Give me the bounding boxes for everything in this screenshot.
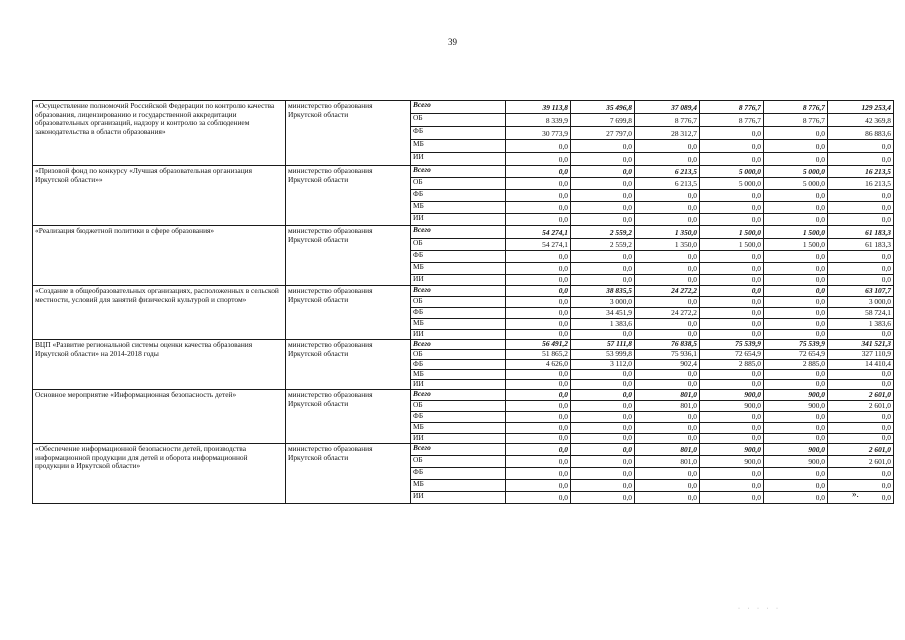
amount-cell: 0,0 bbox=[506, 140, 571, 153]
table-row-total bbox=[33, 226, 894, 239]
funding-source-cell: ИИ bbox=[411, 380, 506, 390]
funding-source-cell: ФБ bbox=[411, 412, 506, 423]
amount-cell: 0,0 bbox=[506, 308, 571, 319]
executor-cell: министерство образования Иркутской области bbox=[286, 286, 411, 340]
funding-source-cell: ОБ bbox=[411, 456, 506, 468]
funding-source-cell: ФБ bbox=[411, 360, 506, 370]
amount-cell: 0,0 bbox=[571, 178, 635, 190]
table-row-total bbox=[33, 101, 894, 114]
amount-cell: 2 559,2 bbox=[571, 239, 635, 251]
amount-cell: 0,0 bbox=[571, 140, 635, 153]
total-amount-cell: 2 601,0 bbox=[828, 456, 894, 468]
amount-cell: 0,0 bbox=[571, 434, 635, 444]
total-amount-cell: 341 521,3 bbox=[828, 340, 894, 350]
amount-cell: 900,0 bbox=[700, 390, 764, 401]
amount-cell: 0,0 bbox=[700, 251, 764, 263]
amount-cell: 900,0 bbox=[700, 456, 764, 468]
amount-cell: 0,0 bbox=[571, 202, 635, 214]
amount-cell: 1 350,0 bbox=[635, 239, 700, 251]
amount-cell: 0,0 bbox=[700, 286, 764, 297]
amount-cell: 0,0 bbox=[635, 202, 700, 214]
amount-cell: 76 838,5 bbox=[635, 340, 700, 350]
amount-cell: 0,0 bbox=[571, 214, 635, 226]
amount-cell: 0,0 bbox=[700, 468, 764, 480]
amount-cell: 0,0 bbox=[764, 412, 828, 423]
amount-cell: 0,0 bbox=[571, 330, 635, 340]
amount-cell: 900,0 bbox=[764, 390, 828, 401]
amount-cell: 0,0 bbox=[764, 190, 828, 202]
funding-source-cell: Всего bbox=[411, 340, 506, 350]
total-amount-cell: 3 000,0 bbox=[828, 297, 894, 308]
amount-cell: 0,0 bbox=[635, 412, 700, 423]
amount-cell: 0,0 bbox=[700, 275, 764, 286]
amount-cell: 3 000,0 bbox=[571, 297, 635, 308]
funding-source-cell: Всего bbox=[411, 101, 506, 114]
total-amount-cell: 0,0 bbox=[828, 214, 894, 226]
amount-cell: 37 089,4 bbox=[635, 101, 700, 114]
amount-cell: 0,0 bbox=[506, 390, 571, 401]
amount-cell: 0,0 bbox=[571, 423, 635, 434]
amount-cell: 0,0 bbox=[635, 468, 700, 480]
amount-cell: 0,0 bbox=[764, 214, 828, 226]
funding-source-cell: ФБ bbox=[411, 308, 506, 319]
amount-cell: 27 797,0 bbox=[571, 127, 635, 140]
amount-cell: 0,0 bbox=[700, 434, 764, 444]
total-amount-cell: 0,0 bbox=[828, 434, 894, 444]
total-amount-cell: 0,0 bbox=[828, 492, 894, 504]
total-amount-cell: 1 383,6 bbox=[828, 319, 894, 330]
amount-cell: 1 383,6 bbox=[571, 319, 635, 330]
activity-description: «Обеспечение информационной безопасности детей, производства информационной продукции для детей и оборота информационной продукции в Иркутской области» bbox=[33, 444, 286, 504]
executor-cell: министерство образования Иркутской области bbox=[286, 340, 411, 390]
funding-source-cell: ИИ bbox=[411, 275, 506, 286]
total-amount-cell: 0,0 bbox=[828, 190, 894, 202]
amount-cell: 5 000,0 bbox=[764, 178, 828, 190]
amount-cell: 0,0 bbox=[764, 468, 828, 480]
funding-source-cell: Всего bbox=[411, 226, 506, 239]
funding-source-cell: МБ bbox=[411, 263, 506, 275]
amount-cell: 0,0 bbox=[764, 370, 828, 380]
amount-cell: 1 500,0 bbox=[700, 226, 764, 239]
total-amount-cell: 61 183,3 bbox=[828, 239, 894, 251]
amount-cell: 0,0 bbox=[506, 492, 571, 504]
amount-cell: 0,0 bbox=[700, 370, 764, 380]
amount-cell: 0,0 bbox=[571, 251, 635, 263]
total-amount-cell: 0,0 bbox=[828, 140, 894, 153]
amount-cell: 0,0 bbox=[635, 434, 700, 444]
amount-cell: 0,0 bbox=[506, 370, 571, 380]
funding-source-cell: МБ bbox=[411, 140, 506, 153]
funding-source-cell: МБ bbox=[411, 202, 506, 214]
amount-cell: 0,0 bbox=[506, 251, 571, 263]
amount-cell: 0,0 bbox=[506, 480, 571, 492]
amount-cell: 0,0 bbox=[571, 370, 635, 380]
amount-cell: 0,0 bbox=[764, 434, 828, 444]
amount-cell: 28 312,7 bbox=[635, 127, 700, 140]
amount-cell: 0,0 bbox=[571, 380, 635, 390]
amount-cell: 0,0 bbox=[700, 380, 764, 390]
amount-cell: 0,0 bbox=[700, 480, 764, 492]
amount-cell: 0,0 bbox=[635, 275, 700, 286]
footer-dots: · · · · · bbox=[738, 606, 781, 612]
amount-cell: 0,0 bbox=[635, 140, 700, 153]
total-amount-cell: 0,0 bbox=[828, 330, 894, 340]
budget-table-body bbox=[33, 101, 894, 504]
amount-cell: 72 654,9 bbox=[764, 350, 828, 360]
amount-cell: 1 500,0 bbox=[700, 239, 764, 251]
amount-cell: 0,0 bbox=[635, 190, 700, 202]
amount-cell: 8 776,7 bbox=[700, 101, 764, 114]
funding-source-cell: МБ bbox=[411, 423, 506, 434]
amount-cell: 0,0 bbox=[506, 286, 571, 297]
funding-source-cell: МБ bbox=[411, 370, 506, 380]
amount-cell: 0,0 bbox=[764, 308, 828, 319]
activity-description: «Создание в общеобразовательных организациях, расположенных в сельской местности, условий для занятий физической культурой и спортом» bbox=[33, 286, 286, 340]
amount-cell: 72 654,9 bbox=[700, 350, 764, 360]
amount-cell: 0,0 bbox=[571, 492, 635, 504]
amount-cell: 801,0 bbox=[635, 401, 700, 412]
amount-cell: 0,0 bbox=[700, 330, 764, 340]
total-amount-cell: 0,0 bbox=[828, 480, 894, 492]
amount-cell: 0,0 bbox=[764, 251, 828, 263]
amount-cell: 0,0 bbox=[571, 456, 635, 468]
amount-cell: 0,0 bbox=[506, 202, 571, 214]
amount-cell: 0,0 bbox=[764, 480, 828, 492]
funding-source-cell: ИИ bbox=[411, 214, 506, 226]
funding-source-cell: ФБ bbox=[411, 251, 506, 263]
amount-cell: 51 865,2 bbox=[506, 350, 571, 360]
amount-cell: 0,0 bbox=[506, 166, 571, 178]
amount-cell: 35 496,8 bbox=[571, 101, 635, 114]
amount-cell: 8 339,9 bbox=[506, 114, 571, 127]
total-amount-cell: 58 724,1 bbox=[828, 308, 894, 319]
amount-cell: 0,0 bbox=[635, 153, 700, 166]
amount-cell: 0,0 bbox=[764, 380, 828, 390]
total-amount-cell: 16 213,5 bbox=[828, 166, 894, 178]
amount-cell: 8 776,7 bbox=[700, 114, 764, 127]
funding-source-cell: ФБ bbox=[411, 190, 506, 202]
funding-source-cell: ОБ bbox=[411, 239, 506, 251]
amount-cell: 0,0 bbox=[764, 492, 828, 504]
amount-cell: 0,0 bbox=[764, 140, 828, 153]
amount-cell: 0,0 bbox=[700, 214, 764, 226]
page-number: 39 bbox=[448, 37, 457, 47]
amount-cell: 8 776,7 bbox=[635, 114, 700, 127]
total-amount-cell: 0,0 bbox=[828, 251, 894, 263]
total-amount-cell: 0,0 bbox=[828, 412, 894, 423]
amount-cell: 900,0 bbox=[700, 401, 764, 412]
amount-cell: 0,0 bbox=[700, 153, 764, 166]
funding-source-cell: ОБ bbox=[411, 178, 506, 190]
amount-cell: 0,0 bbox=[635, 251, 700, 263]
executor-cell: министерство образования Иркутской области bbox=[286, 444, 411, 504]
funding-source-cell: ОБ bbox=[411, 350, 506, 360]
total-amount-cell: 0,0 bbox=[828, 263, 894, 275]
total-amount-cell: 16 213,5 bbox=[828, 178, 894, 190]
amount-cell: 1 500,0 bbox=[764, 239, 828, 251]
total-amount-cell: 0,0 bbox=[828, 380, 894, 390]
amount-cell: 8 776,7 bbox=[764, 114, 828, 127]
amount-cell: 0,0 bbox=[635, 423, 700, 434]
amount-cell: 30 773,9 bbox=[506, 127, 571, 140]
total-amount-cell: 63 107,7 bbox=[828, 286, 894, 297]
amount-cell: 0,0 bbox=[506, 263, 571, 275]
closing-quote-mark: ». bbox=[852, 489, 859, 499]
amount-cell: 900,0 bbox=[700, 444, 764, 456]
amount-cell: 54 274,1 bbox=[506, 226, 571, 239]
amount-cell: 0,0 bbox=[764, 297, 828, 308]
amount-cell: 0,0 bbox=[764, 202, 828, 214]
amount-cell: 0,0 bbox=[635, 263, 700, 275]
funding-source-cell: Всего bbox=[411, 166, 506, 178]
funding-source-cell: Всего bbox=[411, 390, 506, 401]
amount-cell: 0,0 bbox=[571, 412, 635, 423]
budget-table bbox=[32, 100, 894, 504]
amount-cell: 1 350,0 bbox=[635, 226, 700, 239]
amount-cell: 24 272,2 bbox=[635, 308, 700, 319]
amount-cell: 0,0 bbox=[571, 444, 635, 456]
amount-cell: 0,0 bbox=[635, 492, 700, 504]
funding-source-cell: ИИ bbox=[411, 153, 506, 166]
amount-cell: 0,0 bbox=[506, 275, 571, 286]
amount-cell: 902,4 bbox=[635, 360, 700, 370]
executor-cell: министерство образования Иркутской области bbox=[286, 390, 411, 444]
amount-cell: 0,0 bbox=[635, 214, 700, 226]
amount-cell: 801,0 bbox=[635, 456, 700, 468]
amount-cell: 0,0 bbox=[506, 319, 571, 330]
amount-cell: 0,0 bbox=[700, 492, 764, 504]
funding-source-cell: ОБ bbox=[411, 114, 506, 127]
amount-cell: 38 835,5 bbox=[571, 286, 635, 297]
amount-cell: 0,0 bbox=[506, 153, 571, 166]
amount-cell: 34 451,9 bbox=[571, 308, 635, 319]
funding-source-cell: Всего bbox=[411, 444, 506, 456]
amount-cell: 0,0 bbox=[506, 330, 571, 340]
amount-cell: 0,0 bbox=[764, 153, 828, 166]
amount-cell: 4 626,0 bbox=[506, 360, 571, 370]
amount-cell: 0,0 bbox=[635, 297, 700, 308]
amount-cell: 0,0 bbox=[506, 401, 571, 412]
amount-cell: 0,0 bbox=[506, 297, 571, 308]
amount-cell: 900,0 bbox=[764, 456, 828, 468]
table-row-total bbox=[33, 444, 894, 456]
amount-cell: 0,0 bbox=[506, 190, 571, 202]
amount-cell: 24 272,2 bbox=[635, 286, 700, 297]
table-row-total bbox=[33, 340, 894, 350]
total-amount-cell: 0,0 bbox=[828, 423, 894, 434]
amount-cell: 0,0 bbox=[700, 202, 764, 214]
total-amount-cell: 2 601,0 bbox=[828, 444, 894, 456]
total-amount-cell: 0,0 bbox=[828, 153, 894, 166]
amount-cell: 900,0 bbox=[764, 401, 828, 412]
amount-cell: 0,0 bbox=[635, 319, 700, 330]
table-row-total bbox=[33, 286, 894, 297]
funding-source-cell: ИИ bbox=[411, 434, 506, 444]
amount-cell: 0,0 bbox=[635, 380, 700, 390]
amount-cell: 5 000,0 bbox=[764, 166, 828, 178]
amount-cell: 0,0 bbox=[764, 423, 828, 434]
amount-cell: 0,0 bbox=[571, 468, 635, 480]
amount-cell: 0,0 bbox=[764, 330, 828, 340]
amount-cell: 56 491,2 bbox=[506, 340, 571, 350]
activity-description: Основное мероприятие «Информационная безопасность детей» bbox=[33, 390, 286, 444]
total-amount-cell: 0,0 bbox=[828, 202, 894, 214]
amount-cell: 3 112,0 bbox=[571, 360, 635, 370]
amount-cell: 0,0 bbox=[571, 401, 635, 412]
total-amount-cell: 0,0 bbox=[828, 468, 894, 480]
amount-cell: 0,0 bbox=[506, 434, 571, 444]
amount-cell: 39 113,8 bbox=[506, 101, 571, 114]
amount-cell: 0,0 bbox=[506, 178, 571, 190]
amount-cell: 801,0 bbox=[635, 444, 700, 456]
total-amount-cell: 0,0 bbox=[828, 370, 894, 380]
amount-cell: 0,0 bbox=[700, 140, 764, 153]
amount-cell: 6 213,5 bbox=[635, 178, 700, 190]
activity-description: «Осуществление полномочий Российской Федерации по контролю качества образования, лицензированию и государственной аккредитации образовательных организаций, надзору и контролю за соблюдением законодательства в области образования» bbox=[33, 101, 286, 166]
amount-cell: 0,0 bbox=[571, 166, 635, 178]
amount-cell: 0,0 bbox=[700, 319, 764, 330]
activity-description: «Призовой фонд по конкурсу «Лучшая образовательная организация Иркутской области»» bbox=[33, 166, 286, 226]
activity-description: ВЦП «Развитие региональной системы оценки качества образования Иркутской области» на 2014-2018 годы bbox=[33, 340, 286, 390]
amount-cell: 0,0 bbox=[571, 480, 635, 492]
amount-cell: 0,0 bbox=[506, 380, 571, 390]
amount-cell: 0,0 bbox=[635, 480, 700, 492]
amount-cell: 75 539,9 bbox=[764, 340, 828, 350]
amount-cell: 75 539,9 bbox=[700, 340, 764, 350]
amount-cell: 0,0 bbox=[506, 423, 571, 434]
executor-cell: министерство образования Иркутской области bbox=[286, 166, 411, 226]
activity-description: «Реализация бюджетной политики в сфере образования» bbox=[33, 226, 286, 286]
amount-cell: 7 699,8 bbox=[571, 114, 635, 127]
table-row-total bbox=[33, 166, 894, 178]
amount-cell: 0,0 bbox=[764, 286, 828, 297]
amount-cell: 0,0 bbox=[571, 390, 635, 401]
amount-cell: 0,0 bbox=[700, 412, 764, 423]
amount-cell: 0,0 bbox=[506, 214, 571, 226]
amount-cell: 0,0 bbox=[764, 319, 828, 330]
amount-cell: 0,0 bbox=[571, 190, 635, 202]
funding-source-cell: МБ bbox=[411, 319, 506, 330]
amount-cell: 0,0 bbox=[635, 330, 700, 340]
amount-cell: 0,0 bbox=[571, 263, 635, 275]
amount-cell: 0,0 bbox=[506, 456, 571, 468]
total-amount-cell: 61 183,3 bbox=[828, 226, 894, 239]
amount-cell: 0,0 bbox=[700, 308, 764, 319]
amount-cell: 2 885,0 bbox=[700, 360, 764, 370]
amount-cell: 5 000,0 bbox=[700, 178, 764, 190]
amount-cell: 0,0 bbox=[700, 190, 764, 202]
total-amount-cell: 129 253,4 bbox=[828, 101, 894, 114]
total-amount-cell: 14 410,4 bbox=[828, 360, 894, 370]
amount-cell: 54 274,1 bbox=[506, 239, 571, 251]
amount-cell: 0,0 bbox=[571, 275, 635, 286]
funding-source-cell: ИИ bbox=[411, 492, 506, 504]
amount-cell: 8 776,7 bbox=[764, 101, 828, 114]
amount-cell: 0,0 bbox=[700, 423, 764, 434]
amount-cell: 0,0 bbox=[506, 412, 571, 423]
executor-cell: министерство образования Иркутской области bbox=[286, 226, 411, 286]
funding-source-cell: ОБ bbox=[411, 297, 506, 308]
amount-cell: 0,0 bbox=[764, 275, 828, 286]
total-amount-cell: 327 110,9 bbox=[828, 350, 894, 360]
amount-cell: 0,0 bbox=[571, 153, 635, 166]
amount-cell: 1 500,0 bbox=[764, 226, 828, 239]
total-amount-cell: 2 601,0 bbox=[828, 390, 894, 401]
funding-source-cell: Всего bbox=[411, 286, 506, 297]
total-amount-cell: 86 883,6 bbox=[828, 127, 894, 140]
total-amount-cell: 42 369,8 bbox=[828, 114, 894, 127]
amount-cell: 0,0 bbox=[764, 263, 828, 275]
amount-cell: 2 885,0 bbox=[764, 360, 828, 370]
amount-cell: 6 213,5 bbox=[635, 166, 700, 178]
amount-cell: 5 000,0 bbox=[700, 166, 764, 178]
amount-cell: 0,0 bbox=[506, 468, 571, 480]
amount-cell: 0,0 bbox=[700, 297, 764, 308]
amount-cell: 0,0 bbox=[635, 370, 700, 380]
total-amount-cell: 0,0 bbox=[828, 275, 894, 286]
executor-cell: министерство образования Иркутской области bbox=[286, 101, 411, 166]
total-amount-cell: 2 601,0 bbox=[828, 401, 894, 412]
funding-source-cell: ФБ bbox=[411, 127, 506, 140]
amount-cell: 2 559,2 bbox=[571, 226, 635, 239]
amount-cell: 900,0 bbox=[764, 444, 828, 456]
amount-cell: 57 111,8 bbox=[571, 340, 635, 350]
amount-cell: 801,0 bbox=[635, 390, 700, 401]
funding-source-cell: ИИ bbox=[411, 330, 506, 340]
amount-cell: 0,0 bbox=[764, 127, 828, 140]
funding-source-cell: МБ bbox=[411, 480, 506, 492]
amount-cell: 0,0 bbox=[700, 263, 764, 275]
amount-cell: 0,0 bbox=[700, 127, 764, 140]
funding-source-cell: ОБ bbox=[411, 401, 506, 412]
funding-source-cell: ФБ bbox=[411, 468, 506, 480]
amount-cell: 0,0 bbox=[506, 444, 571, 456]
amount-cell: 53 999,8 bbox=[571, 350, 635, 360]
amount-cell: 75 936,1 bbox=[635, 350, 700, 360]
table-row-total bbox=[33, 390, 894, 401]
